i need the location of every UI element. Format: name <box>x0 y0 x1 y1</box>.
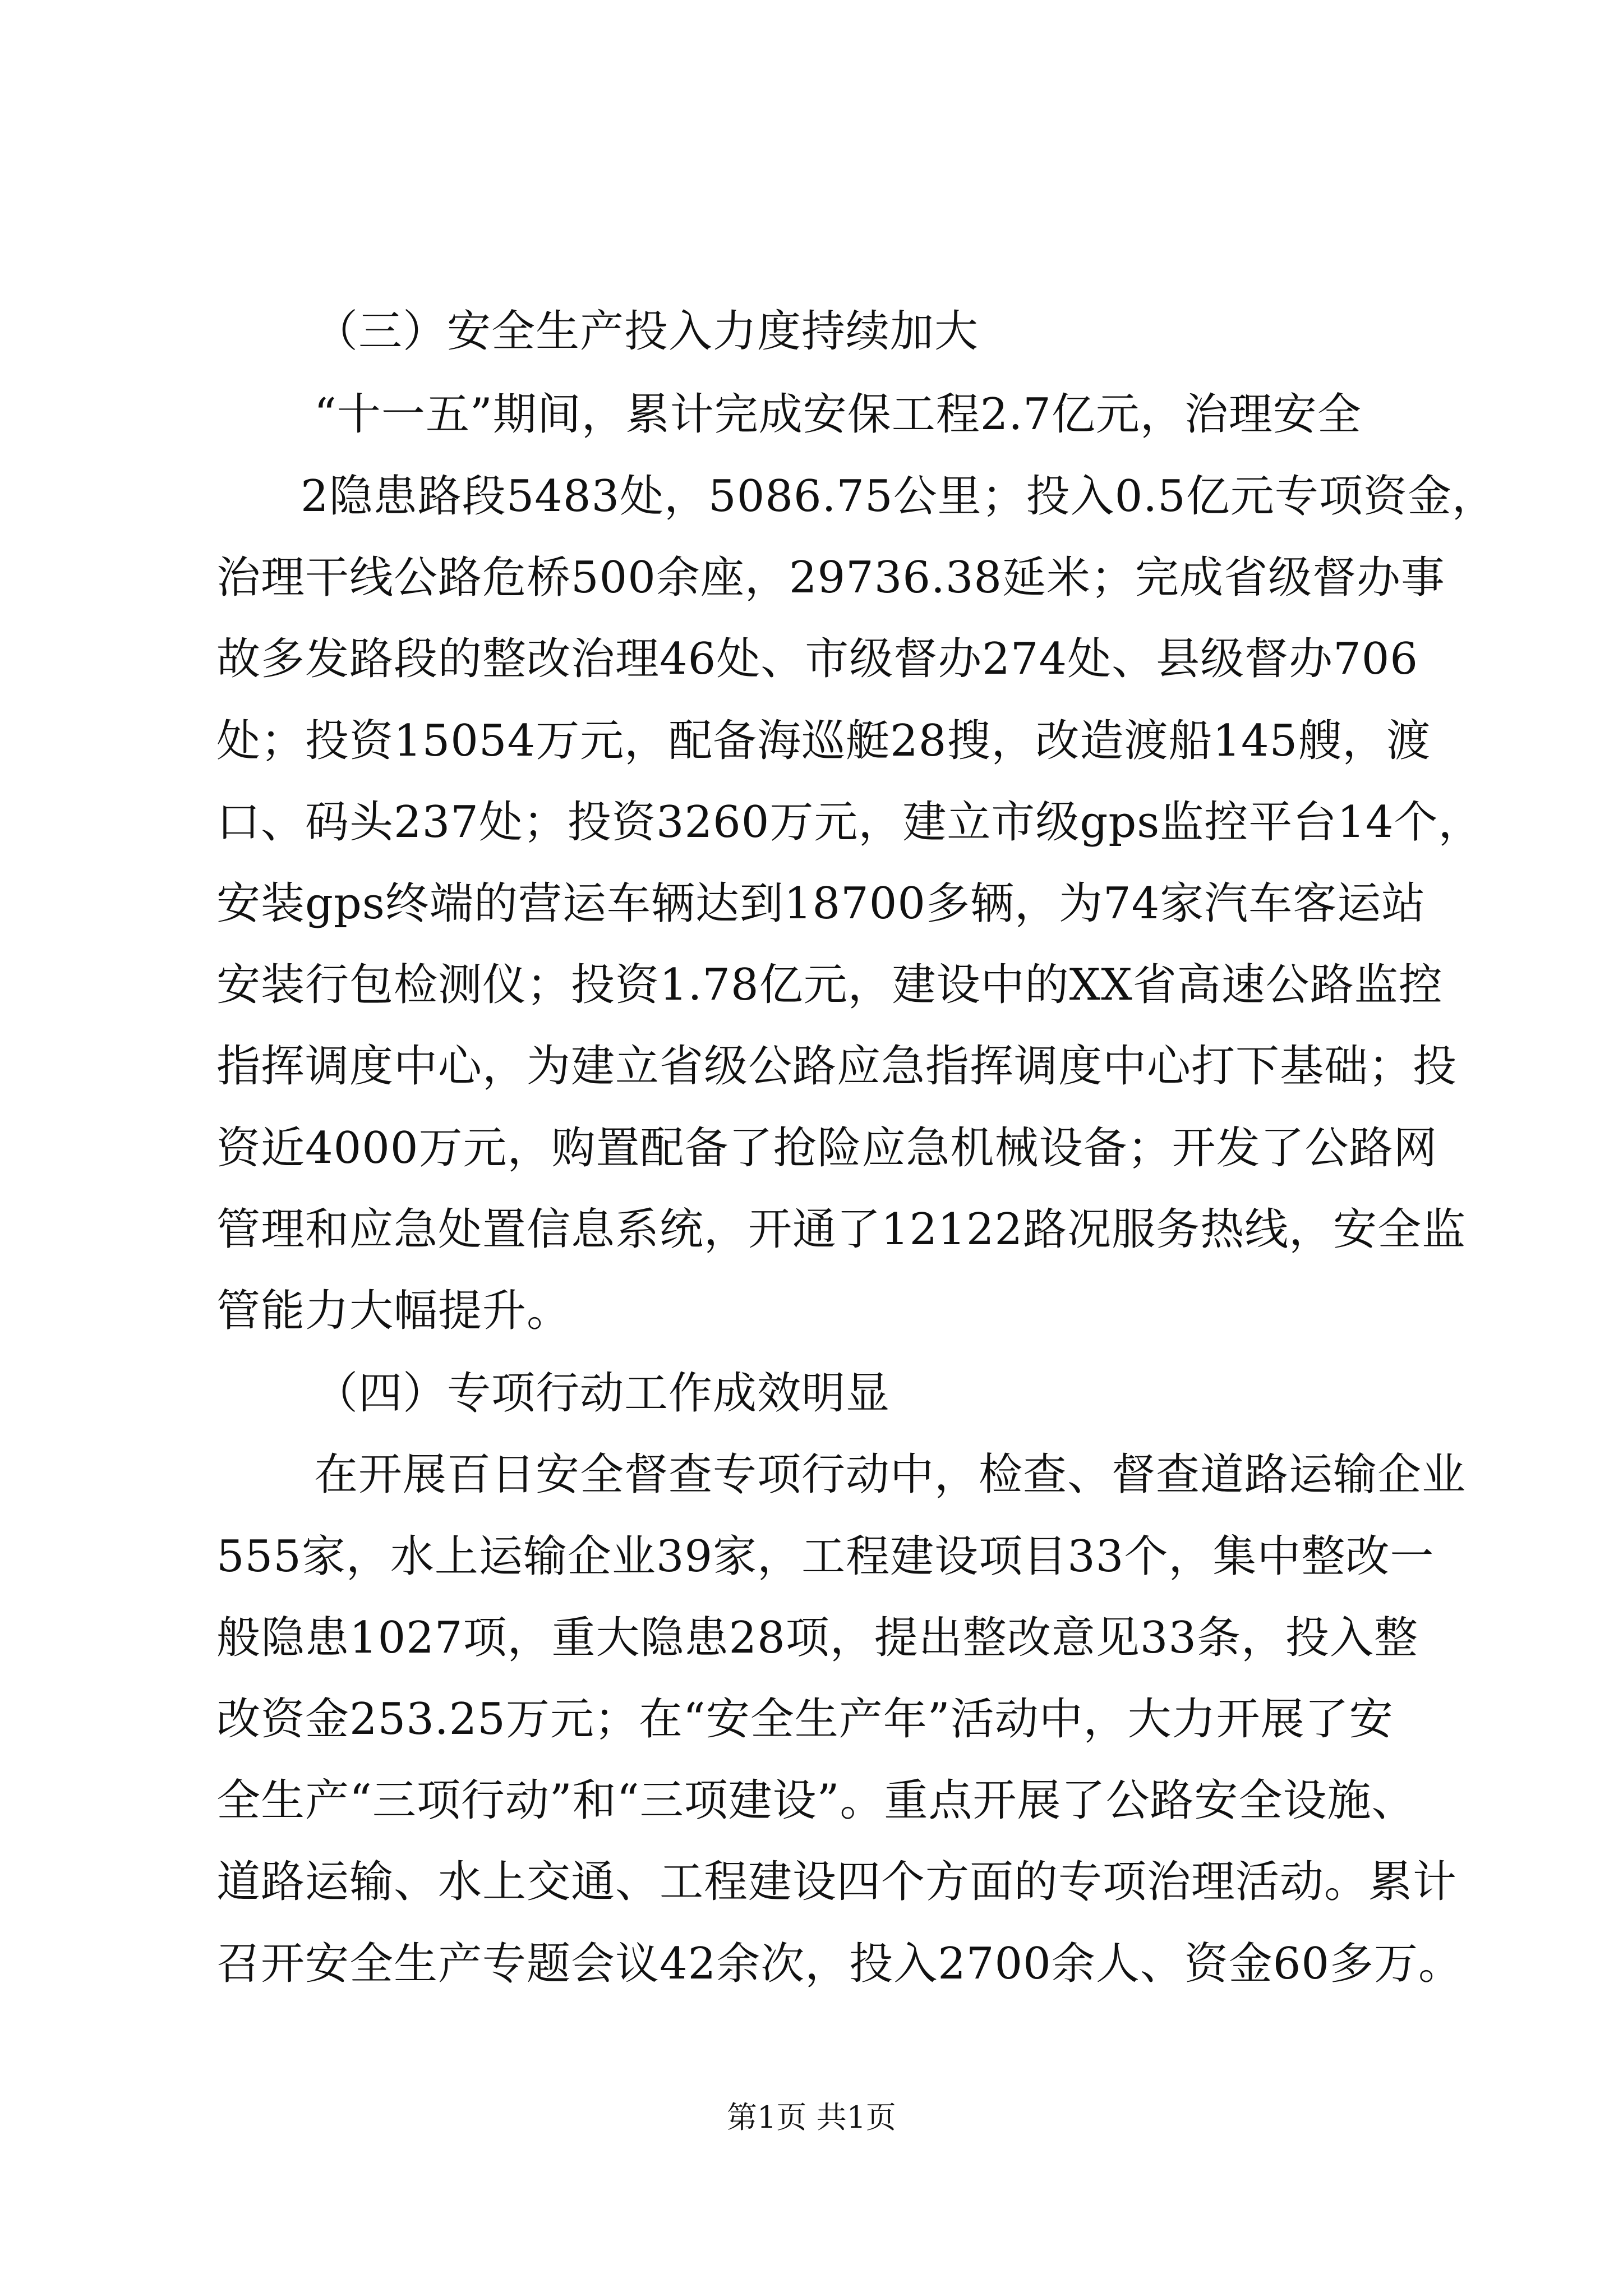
paragraph-line: 管能力大幅提升。 <box>216 1286 571 1336</box>
section-heading-4: （四）专项行动工作成效明显 <box>314 1368 891 1419</box>
paragraph-line: 召开安全生产专题会议42余次，投入2700余人、资金60多万。 <box>216 1939 1463 1989</box>
paragraph-line: 2隐患路段5483处，5086.75公里；投入0.5亿元专项资金， <box>301 471 1496 522</box>
paragraph-line: 安装gps终端的营运车辆达到18700多辆，为74家汽车客运站 <box>216 878 1426 929</box>
paragraph-line: 口、码头237处；投资3260万元，建立市级gps监控平台14个， <box>216 797 1483 848</box>
paragraph-line: “十一五”期间，累计完成安保工程2.7亿元，治理安全 <box>314 389 1362 440</box>
paragraph-line: 道路运输、水上交通、工程建设四个方面的专项治理活动。累计 <box>216 1857 1458 1907</box>
paragraph-line: 管理和应急处置信息系统，开通了12122路况服务热线，安全监 <box>216 1204 1467 1255</box>
paragraph-line: 全生产“三项行动”和“三项建设”。重点开展了公路安全设施、 <box>216 1775 1416 1826</box>
paragraph-line: 处；投资15054万元，配备海巡艇28搜，改造渡船145艘，渡 <box>216 716 1431 766</box>
paragraph-line: 在开展百日安全督查专项行动中，检查、督查道路运输企业 <box>314 1450 1467 1500</box>
section-heading-3: （三）安全生产投入力度持续加大 <box>314 306 979 357</box>
paragraph-line: 般隐患1027项，重大隐患28项，提出整改意见33条，投入整 <box>216 1613 1419 1663</box>
paragraph-line: 资近4000万元，购置配备了抢险应急机械设备；开发了公路网 <box>216 1123 1438 1174</box>
paragraph-line: 指挥调度中心，为建立省级公路应急指挥调度中心打下基础；投 <box>216 1041 1458 1092</box>
paragraph-line: 治理干线公路危桥500余座，29736.38延米；完成省级督办事 <box>216 553 1446 603</box>
paragraph-line: 改资金253.25万元；在“安全生产年”活动中，大力开展了安 <box>216 1694 1394 1745</box>
paragraph-line: 安装行包检测仪；投资1.78亿元，建设中的XX省高速公路监控 <box>216 960 1443 1010</box>
page-footer: 第1页 共1页 <box>727 2100 896 2135</box>
paragraph-line: 故多发路段的整改治理46处、市级督办274处、县级督办706 <box>216 634 1419 684</box>
paragraph-line: 555家，水上运输企业39家，工程建设项目33个，集中整改一 <box>216 1531 1435 1582</box>
